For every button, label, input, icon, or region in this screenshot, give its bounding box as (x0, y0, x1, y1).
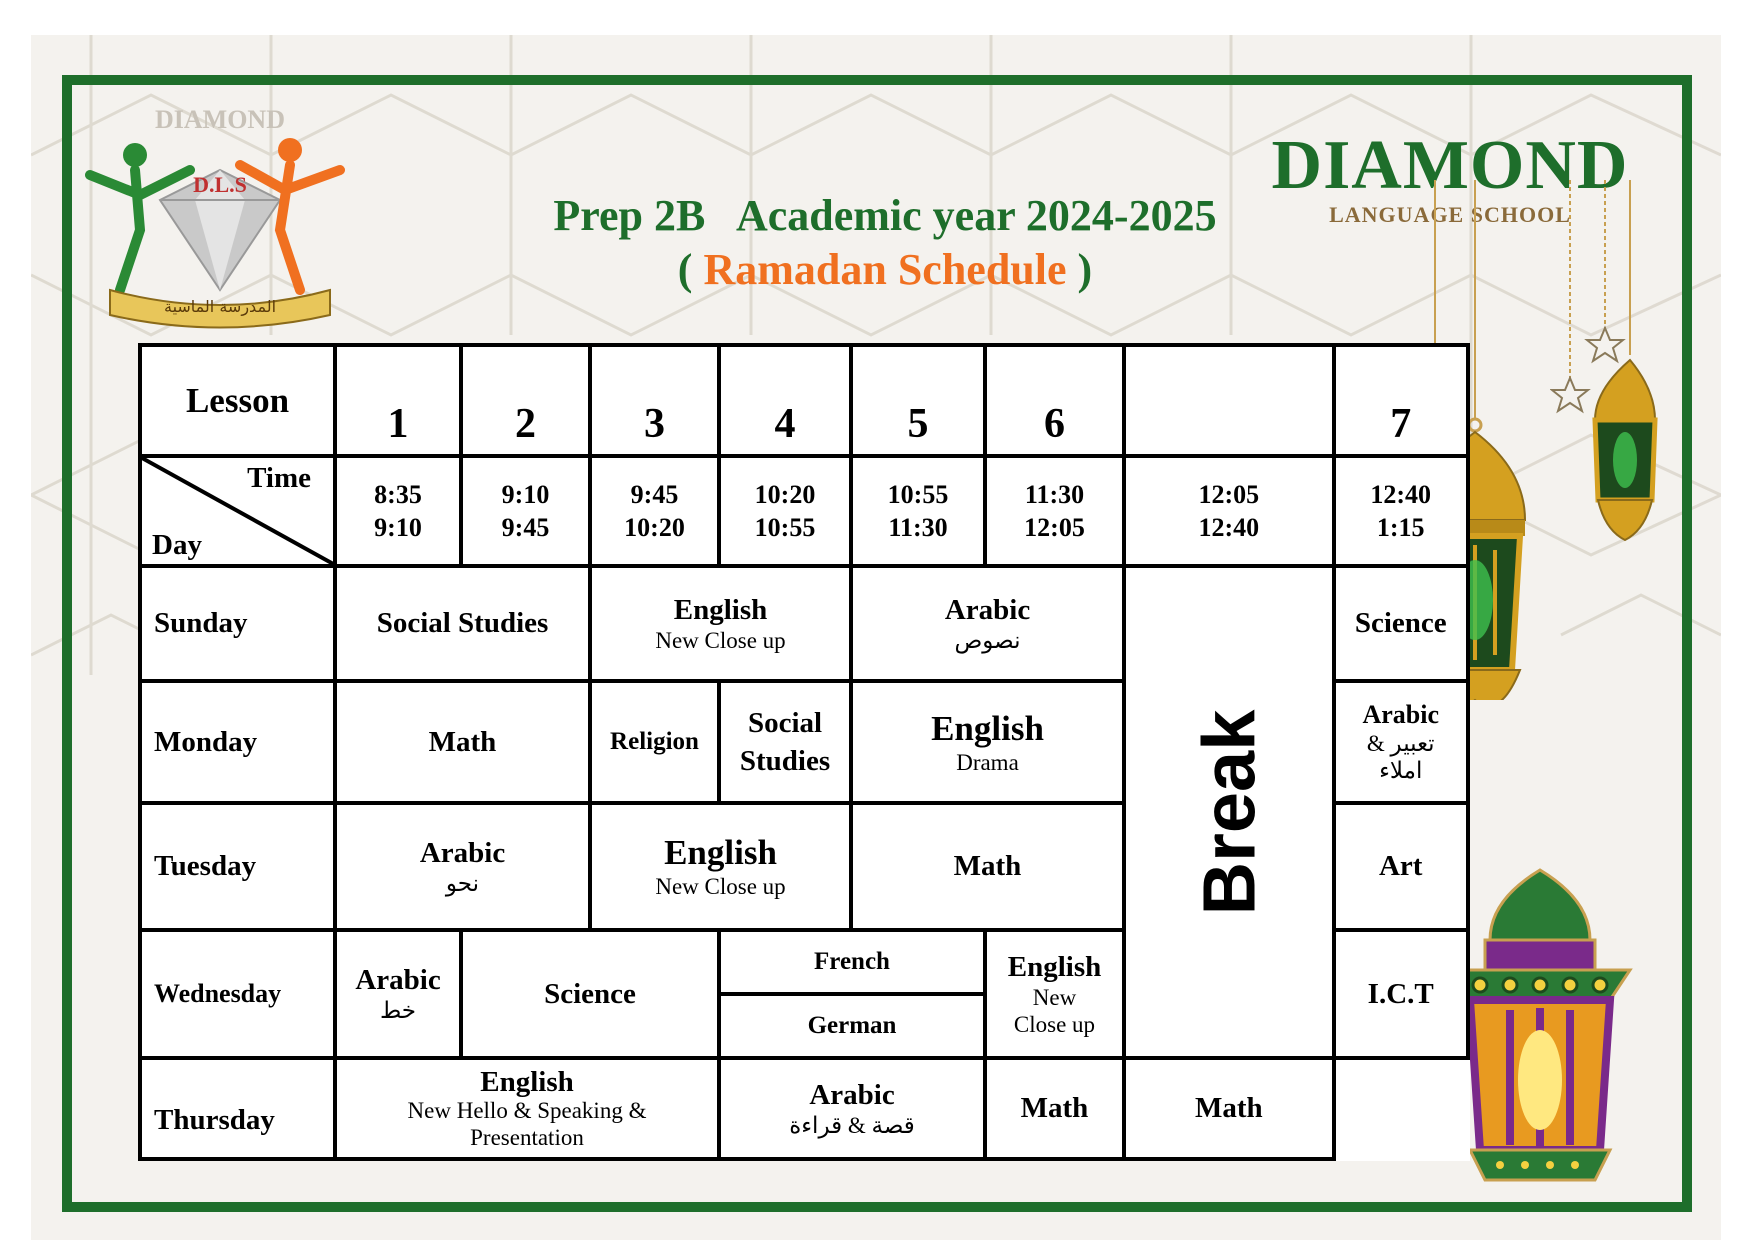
time-end: 12:05 (1024, 513, 1085, 542)
time-end: 10:55 (754, 513, 816, 542)
svg-text:DIAMOND: DIAMOND (155, 105, 285, 134)
tuesday-english (590, 803, 851, 930)
lesson-2-number: 2 (461, 345, 590, 456)
lesson-2-time (461, 456, 590, 566)
svg-text:D.L.S: D.L.S (193, 172, 247, 197)
time-start: 10:55 (887, 480, 949, 509)
monday-math: Math (335, 681, 590, 803)
lesson-1-time (335, 456, 461, 566)
lesson-1-number: 1 (335, 345, 461, 456)
brand-subtitle: LANGUAGE SCHOOL (1329, 202, 1571, 227)
thursday-math-6: Math (985, 1058, 1124, 1159)
monday-arabic (1334, 681, 1468, 803)
svg-text:المدرسة الماسية: المدرسة الماسية (163, 297, 277, 316)
time-end: 9:45 (501, 513, 550, 542)
subtitle-close-paren: ) (1066, 245, 1093, 294)
golden-lantern-small-icon (1550, 180, 1660, 580)
time-start: 8:35 (374, 480, 422, 509)
subject-detail: New Close up (655, 874, 786, 899)
time-start: 9:45 (630, 480, 679, 509)
sunday-arabic (851, 566, 1124, 681)
lesson-3-time (590, 456, 719, 566)
lesson-6-time (985, 456, 1124, 566)
lesson-4-time (719, 456, 851, 566)
break-lesson-number (1124, 345, 1334, 456)
day-wednesday: Wednesday (140, 930, 335, 1058)
subject-name: English (480, 1065, 574, 1098)
school-logo (80, 100, 360, 330)
subject-detail: & تعبير (1366, 731, 1435, 756)
subject-detail: Close up (1013, 1011, 1096, 1037)
lesson-7-time (1334, 456, 1468, 566)
schedule-subtitle (520, 244, 1250, 295)
time-header-label: Time (247, 462, 311, 494)
subject-detail: نصوص (954, 627, 1021, 653)
subject-detail: خط (379, 998, 417, 1023)
subject-name: Arabic (809, 1078, 895, 1111)
break-time (1124, 456, 1334, 566)
subject-detail: Drama (956, 749, 1019, 775)
lesson-7-number: 7 (1334, 345, 1468, 456)
subject-name: English (1007, 950, 1102, 983)
day-header-label: Day (152, 529, 202, 561)
sunday-english (590, 566, 851, 681)
lesson-number-row (140, 345, 1468, 456)
time-start: 9:10 (501, 480, 550, 509)
thursday-english (335, 1058, 719, 1159)
tuesday-arabic (335, 803, 590, 930)
time-row (140, 456, 1468, 566)
tuesday-math: Math (851, 803, 1124, 930)
time-end: 12:40 (1198, 513, 1260, 542)
lesson-4-number: 4 (719, 345, 851, 456)
schedule-table (138, 343, 1470, 1161)
tuesday-art: Art (1334, 803, 1468, 930)
subject-name: Religion (610, 728, 699, 755)
lesson-header-cell: Lesson (140, 345, 335, 456)
time-end: 10:20 (624, 513, 685, 542)
break-label: Break (1187, 709, 1271, 915)
time-end: 11:30 (888, 513, 948, 542)
subject-name: Studies (739, 745, 831, 777)
day-tuesday: Tuesday (140, 803, 335, 930)
sunday-science: Science (1334, 566, 1468, 681)
wednesday-arabic (335, 930, 461, 1058)
time-end: 1:15 (1376, 513, 1425, 542)
time-start: 10:20 (754, 480, 816, 509)
sunday-row (140, 566, 1468, 681)
schedule-title (520, 190, 1250, 241)
subject-detail: New Hello & Speaking & (407, 1097, 647, 1123)
subject-detail: New (1032, 984, 1077, 1010)
break-column (1124, 566, 1334, 1058)
subject-name: English (673, 593, 768, 626)
time-start: 12:05 (1198, 480, 1260, 509)
time-start: 12:40 (1370, 480, 1432, 509)
subject-detail: قصة & قراءة (789, 1112, 915, 1138)
wednesday-english (985, 930, 1124, 1058)
thursday-arabic (719, 1058, 985, 1159)
subject-name: English (931, 708, 1044, 748)
time-start: 11:30 (1024, 480, 1085, 509)
thursday-row (140, 1058, 1468, 1159)
monday-religion (590, 681, 719, 803)
time-end: 9:10 (374, 513, 422, 542)
wednesday-ict: I.C.T (1334, 930, 1468, 1058)
day-sunday: Sunday (140, 566, 335, 681)
time-day-header-cell (140, 456, 335, 566)
subject-name: English (664, 833, 777, 872)
lesson-5-number: 5 (851, 345, 985, 456)
class-label: Prep 2B (553, 191, 706, 240)
lesson-3-number: 3 (590, 345, 719, 456)
subject-name: Arabic (419, 836, 506, 869)
subtitle-open-paren: ( (677, 245, 704, 294)
monday-social-studies (719, 681, 851, 803)
sunday-social-studies: Social Studies (335, 566, 590, 681)
monday-english (851, 681, 1124, 803)
subject-detail: New Close up (655, 627, 786, 653)
brand-name: DIAMOND (1271, 127, 1629, 204)
subject-detail: املاء (1379, 758, 1423, 783)
subject-detail: Presentation (470, 1124, 584, 1150)
subject-name: Arabic (1362, 700, 1439, 729)
thursday-math-7: Math (1124, 1058, 1334, 1159)
ramadan-schedule-label: Ramadan Schedule (703, 245, 1067, 294)
wednesday-science: Science (461, 930, 719, 1058)
academic-year-label: Academic year 2024-2025 (735, 191, 1217, 240)
wednesday-french: French (719, 930, 985, 994)
subject-name: Arabic (944, 593, 1031, 626)
wednesday-german: German (719, 994, 985, 1058)
lesson-6-number: 6 (985, 345, 1124, 456)
lesson-5-time (851, 456, 985, 566)
subject-name: Social (747, 707, 823, 739)
day-thursday: Thursday (140, 1058, 335, 1159)
subject-name: Arabic (355, 964, 441, 996)
day-monday: Monday (140, 681, 335, 803)
subject-detail: نحو (445, 870, 480, 896)
